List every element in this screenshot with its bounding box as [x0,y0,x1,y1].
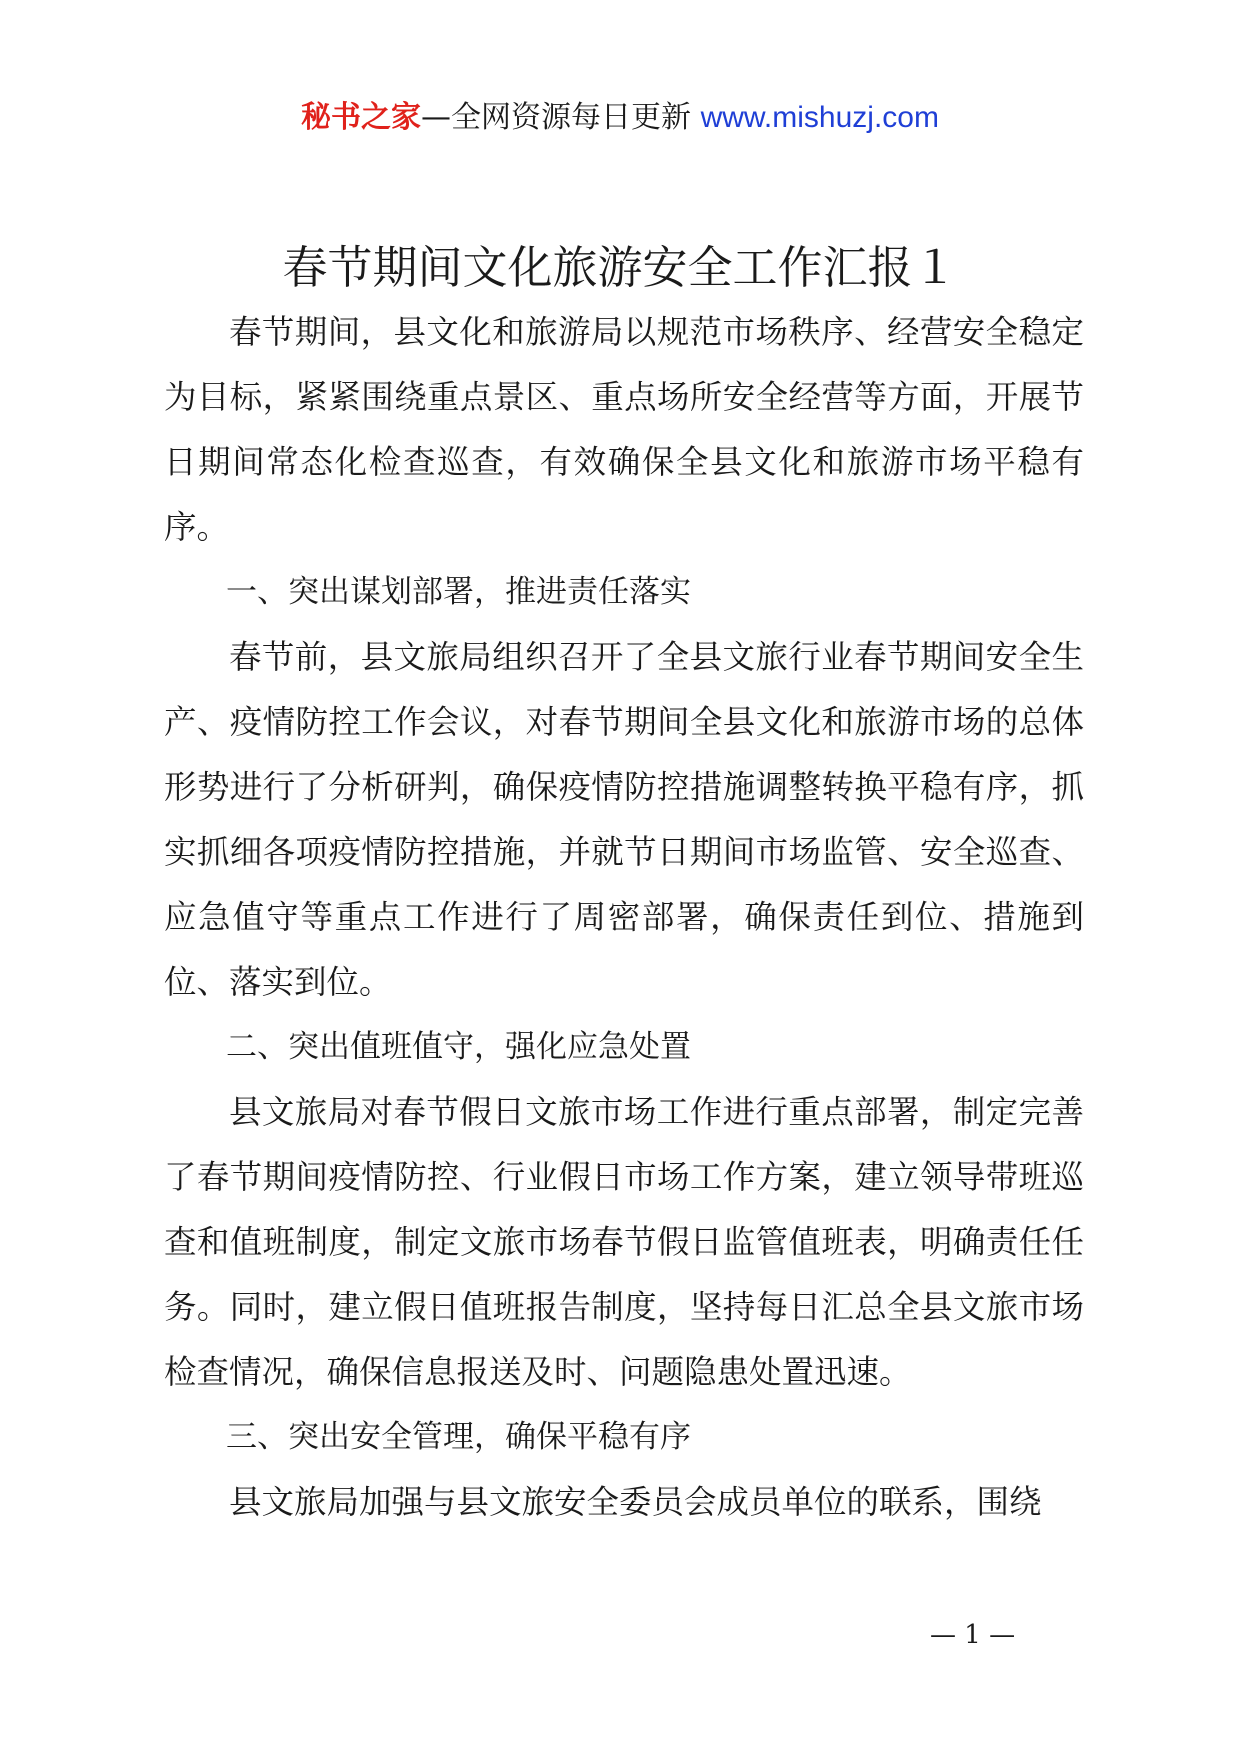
site-url[interactable]: www.mishuzj.com [700,101,939,134]
section-2-paragraph: 县文旅局对春节假日文旅市场工作进行重点部署，制定完善了春节期间疫情防控、行业假日市场工作方案，建立领导带班巡查和值班制度，制定文旅市场春节假日监管值班表，明确责任任务。同时，建立假日值班报告制度，坚持每日汇总全县文旅市场检查情况，确保信息报送及时、问题隐患处置迅速。 [164,1093,1084,1391]
section-3-paragraph: 县文旅局加强与县文旅安全委员会成员单位的联系，围绕 [229,1483,1042,1521]
brand-name: 秘书之家 [301,100,422,135]
section-heading-2: 二、突出值班值守，强化应急处置 [226,1029,691,1065]
section-heading-3: 三、突出安全管理，确保平稳有序 [226,1419,691,1455]
page-number: — 1 — [930,1620,1016,1650]
document-body [164,300,1084,1535]
section-1-paragraph: 春节前，县文旅局组织召开了全县文旅行业春节期间安全生产、疫情防控工作会议，对春节期间全县文化和旅游市场的总体形势进行了分析研判，确保疫情防控措施调整转换平稳有序，抓实抓细各项疫情防控措施，并就节日期间市场监管、安全巡查、应急值守等重点工作进行了周密部署，确保责任到位、措施到位、落实到位。 [164,638,1084,1001]
intro-paragraph: 春节期间，县文化和旅游局以规范市场秩序、经营安全稳定为目标，紧紧围绕重点景区、重点场所安全经营等方面，开展节日期间常态化检查巡查，有效确保全县文化和旅游市场平稳有序。 [164,313,1084,546]
site-header [0,98,1240,138]
document-title: 春节期间文化旅游安全工作汇报１ [282,241,958,294]
section-heading-1: 一、突出谋划部署，推进责任落实 [226,574,691,610]
header-tagline: —全网资源每日更新 [421,100,701,135]
